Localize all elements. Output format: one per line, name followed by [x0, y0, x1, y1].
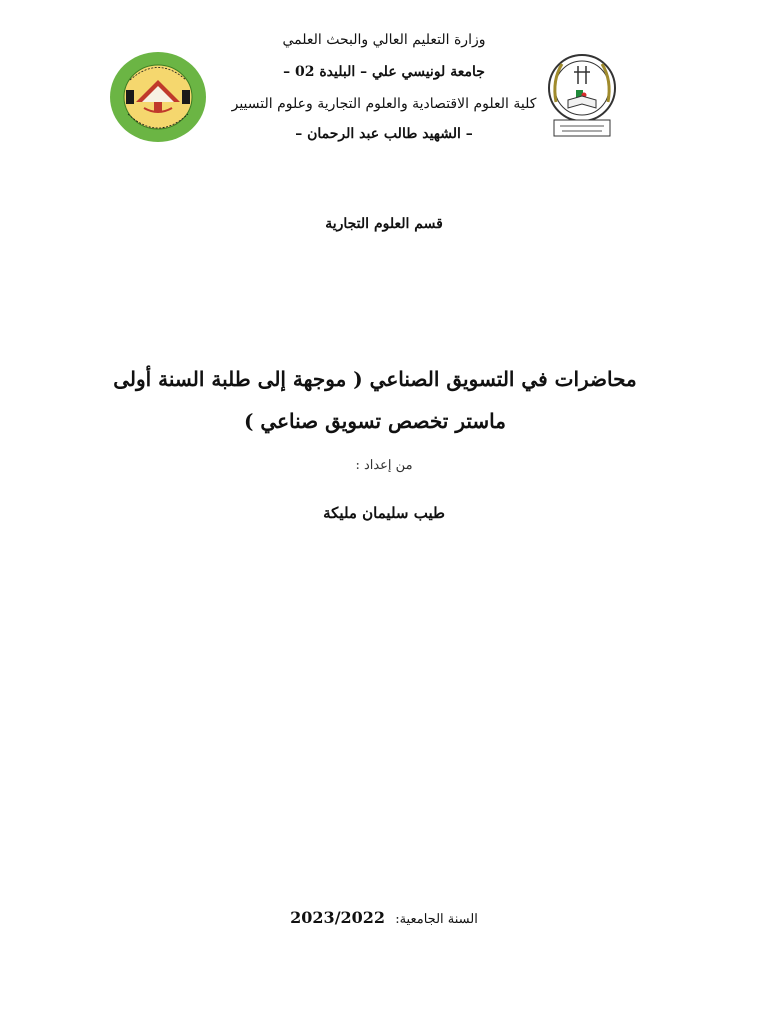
university-name: جامعة لونيسي علي – البليدة 02 – [283, 64, 485, 80]
ministry-name: وزارة التعليم العالي والبحث العلمي [282, 32, 486, 48]
faculty-name: كلية العلوم الاقتصادية والعلوم التجارية وعلوم التسيير [231, 96, 537, 112]
author-name: طيب سليمان مليكة [323, 504, 445, 522]
department-name: قسم العلوم التجارية [325, 216, 443, 232]
academic-year-value: 2023/2022 [290, 908, 386, 927]
academic-year-label: السنة الجامعية: [395, 912, 478, 927]
prepared-by-label: من إعداد : [355, 458, 413, 473]
faculty-dedication: – الشهيد طالب عبد الرحمان – [295, 126, 473, 142]
document-title: محاضرات في التسويق الصناعي ( موجهة إلى طلبة السنة أولى ماستر تخصص تسويق صناعي ) [113, 367, 637, 433]
academic-year [0, 908, 768, 927]
